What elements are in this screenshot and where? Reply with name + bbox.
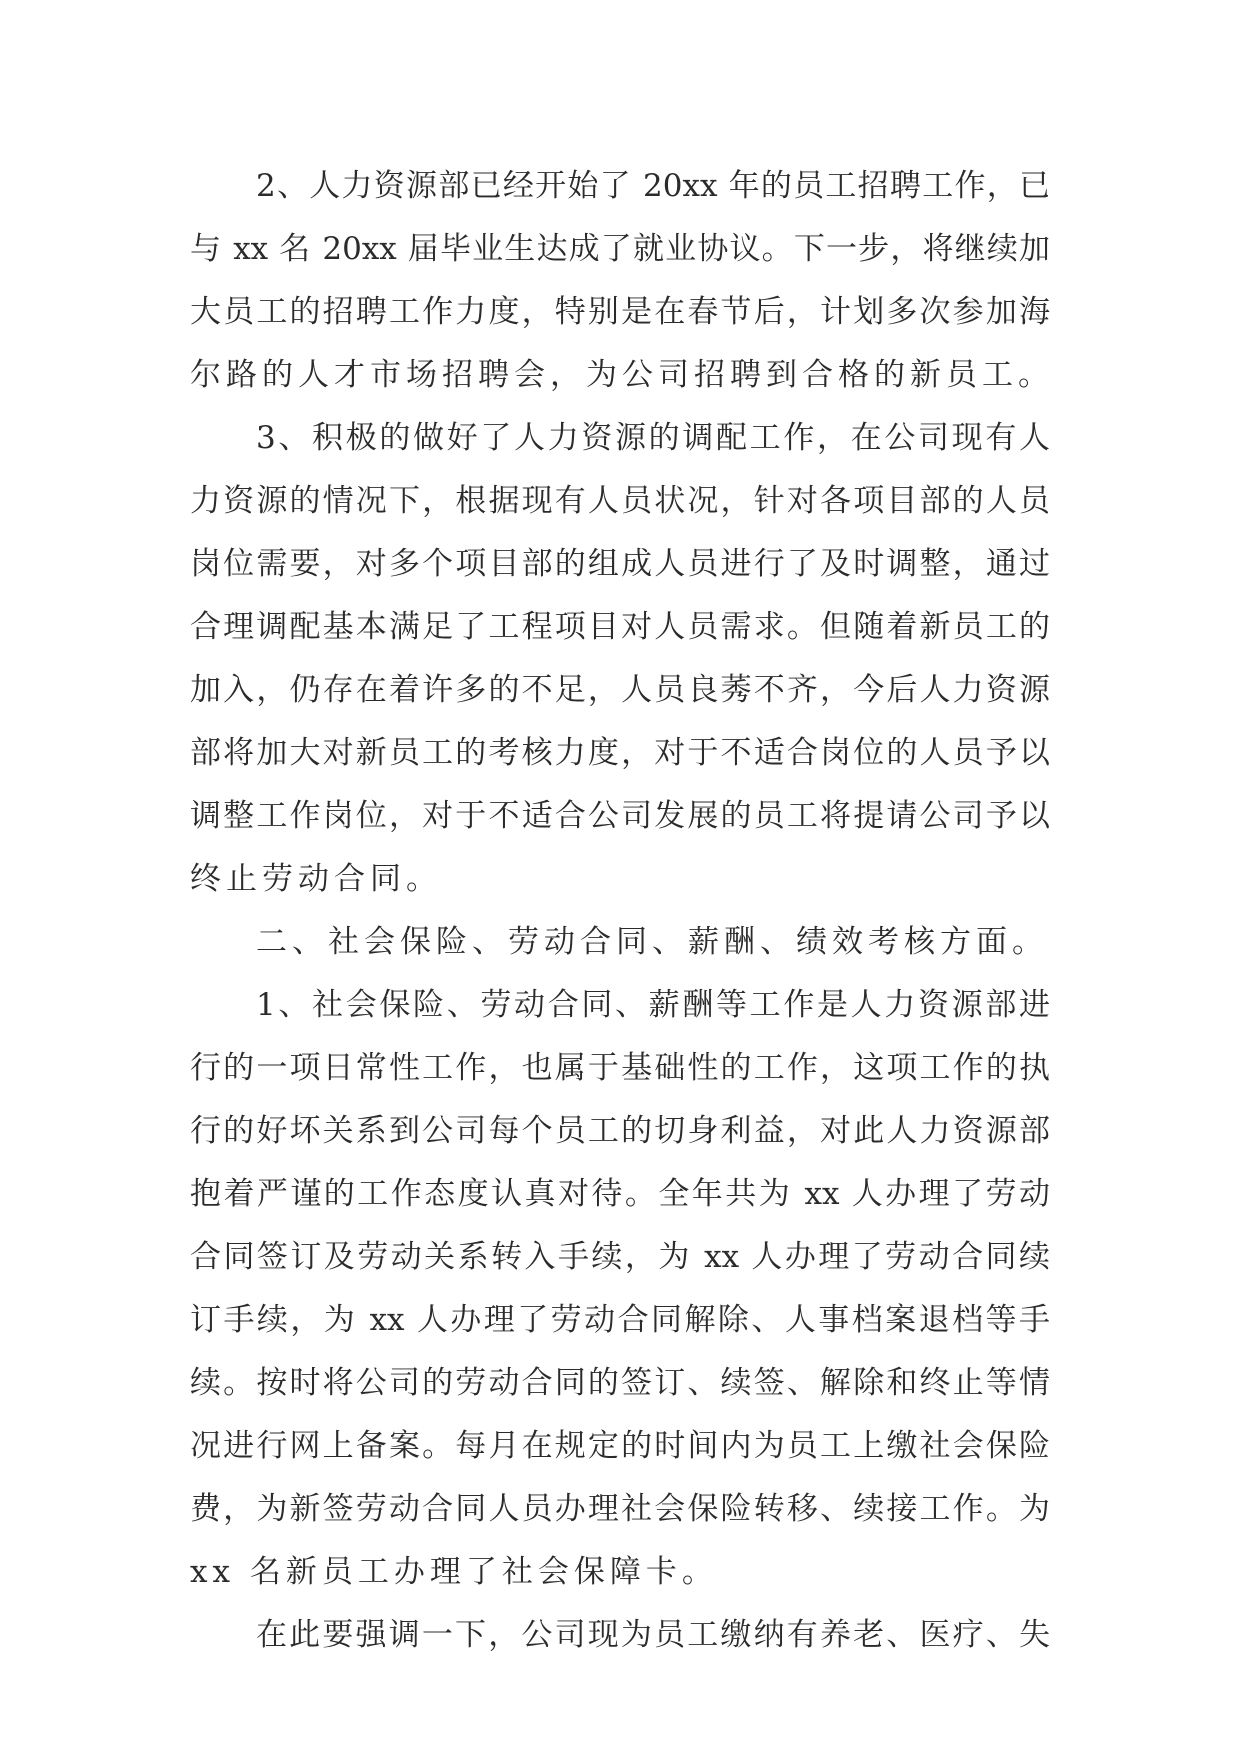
paragraph-4-line-1: 1、社会保险、劳动合同、薪酬等工作是人力资源部进 xyxy=(256,987,1050,1023)
paragraph-4-line-6: 订手续，为 xx 人办理了劳动合同解除、人事档案退档等手 xyxy=(190,1302,1050,1338)
paragraph-3-line-5: 加入，仍存在着许多的不足，人员良莠不齐，今后人力资源 xyxy=(190,672,1050,708)
paragraph-4-line-4: 抱着严谨的工作态度认真对待。全年共为 xx 人办理了劳动 xyxy=(190,1176,1050,1212)
paragraph-2-line-2: 与 xx 名 20xx 届毕业生达成了就业协议。下一步，将继续加 xyxy=(190,231,1050,267)
paragraph-3-line-1: 3、积极的做好了人力资源的调配工作，在公司现有人 xyxy=(256,420,1050,456)
paragraph-4-line-2: 行的一项日常性工作，也属于基础性的工作，这项工作的执 xyxy=(190,1050,1050,1086)
paragraph-2-line-3: 大员工的招聘工作力度，特别是在春节后，计划多次参加海 xyxy=(190,294,1050,330)
paragraph-4-line-7: 续。按时将公司的劳动合同的签订、续签、解除和终止等情 xyxy=(190,1365,1050,1401)
paragraph-3-line-4: 合理调配基本满足了工程项目对人员需求。但随着新员工的 xyxy=(190,609,1050,645)
paragraph-4-line-10: xx 名新员工办理了社会保障卡。 xyxy=(190,1554,718,1590)
paragraph-3-line-2: 力资源的情况下，根据现有人员状况，针对各项目部的人员 xyxy=(190,483,1050,519)
paragraph-4-line-8: 况进行网上备案。每月在规定的时间内为员工上缴社会保险 xyxy=(190,1428,1050,1464)
paragraph-3-line-8: 终止劳动合同。 xyxy=(190,861,442,897)
paragraph-3-line-7: 调整工作岗位，对于不适合公司发展的员工将提请公司予以 xyxy=(190,798,1050,834)
paragraph-3-line-6: 部将加大对新员工的考核力度，对于不适合岗位的人员予以 xyxy=(190,735,1050,771)
paragraph-3-line-3: 岗位需要，对多个项目部的组成人员进行了及时调整，通过 xyxy=(190,546,1050,582)
paragraph-4-line-5: 合同签订及劳动关系转入手续，为 xx 人办理了劳动合同续 xyxy=(190,1239,1050,1275)
paragraph-4-line-3: 行的好坏关系到公司每个员工的切身利益，对此人力资源部 xyxy=(190,1113,1050,1149)
paragraph-5-line-1: 在此要强调一下，公司现为员工缴纳有养老、医疗、失 xyxy=(256,1617,1050,1653)
paragraph-2-line-4: 尔路的人才市场招聘会，为公司招聘到合格的新员工。 xyxy=(190,357,1054,393)
paragraph-2-line-1: 2、人力资源部已经开始了 20xx 年的员工招聘工作，已 xyxy=(256,168,1050,204)
paragraph-4-line-9: 费，为新签劳动合同人员办理社会保险转移、续接工作。为 xyxy=(190,1491,1050,1527)
section-heading-2: 二、社会保险、劳动合同、薪酬、绩效考核方面。 xyxy=(256,924,1048,960)
